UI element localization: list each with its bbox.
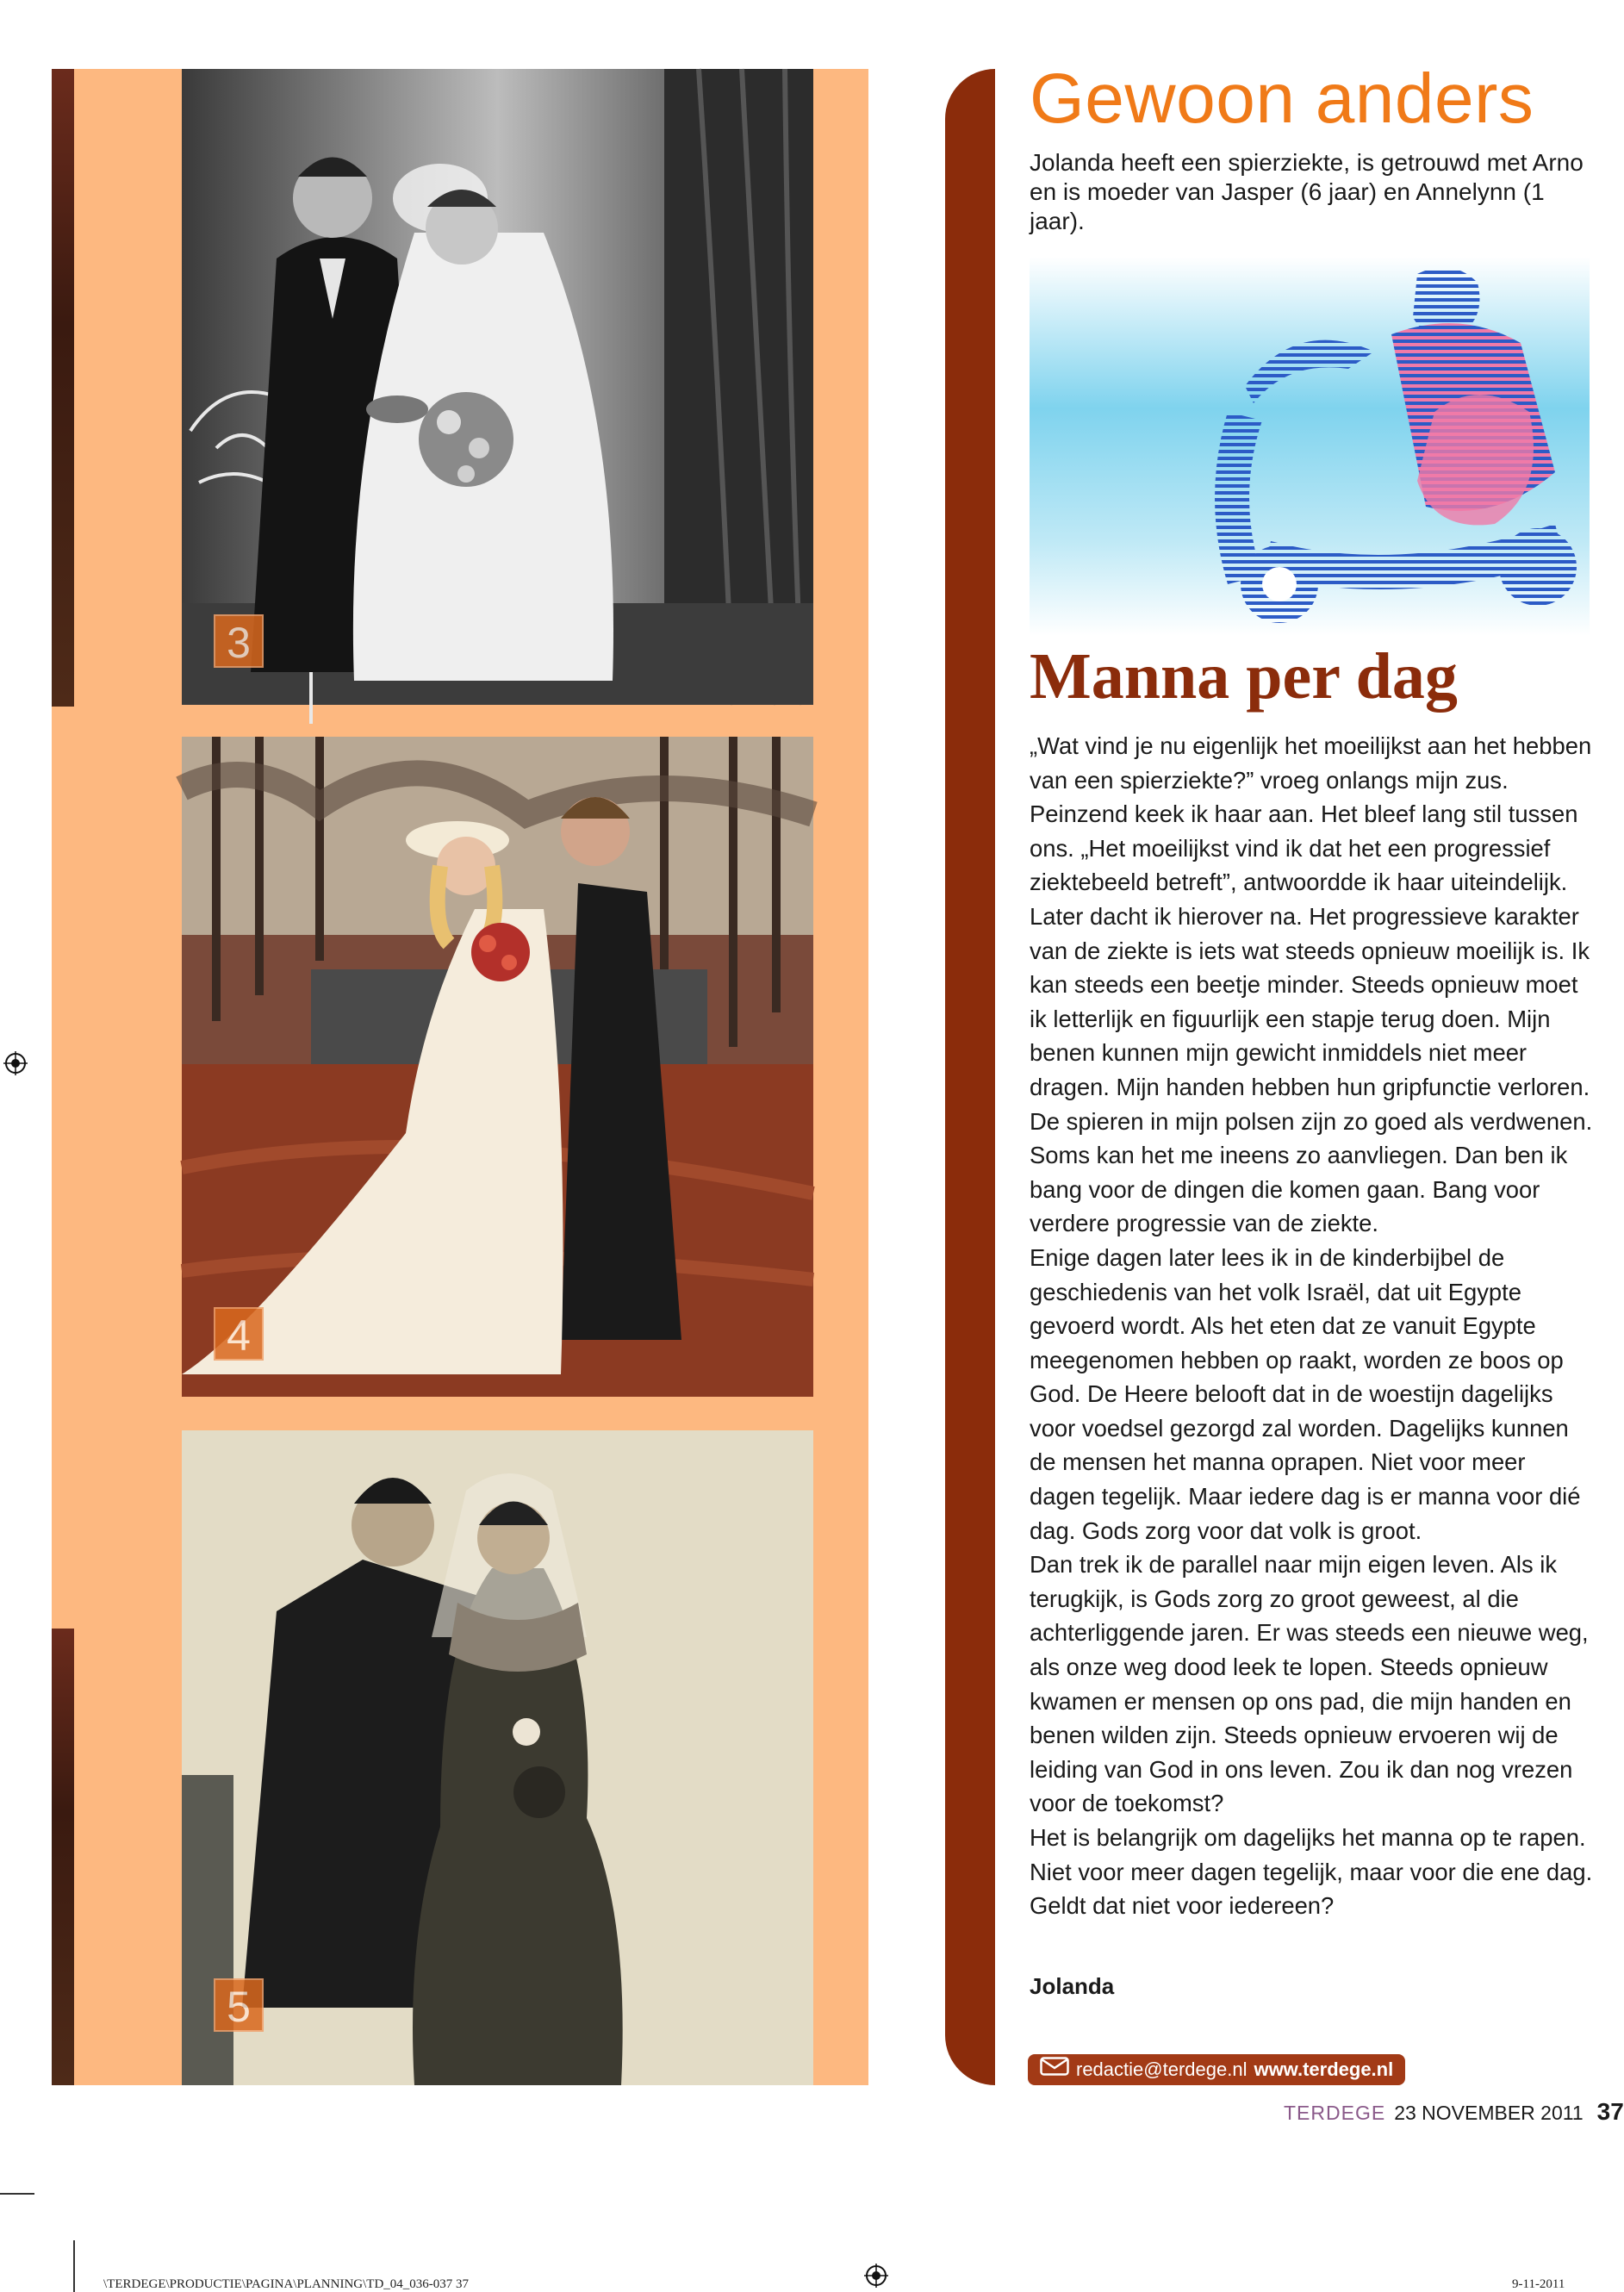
wedding-photo-5 [182,1430,813,2085]
section-title: Gewoon anders [1030,59,1534,138]
contact-email-link[interactable]: redactie@terdege.nl [1076,2058,1248,2080]
envelope-icon [1040,2054,1069,2085]
photo-number-5: 5 [214,1978,264,2032]
photo-number-4: 4 [214,1307,264,1361]
registration-mark-icon [864,2264,888,2288]
registration-mark-icon [3,1051,28,1075]
column-title: Manna per dag [1030,640,1458,713]
crop-mark [0,2193,34,2195]
page-number: 37 [1596,2098,1624,2125]
author-signature: Jolanda [1030,1973,1115,1999]
print-slug-path: \TERDEGE\PRODUCTIE\PAGINA\PLANNING\TD_04_036-037 37 [103,2277,470,2291]
footer-date: 23 NOVEMBER 2011 [1394,2102,1584,2124]
scooter-illustration [1030,257,1590,636]
photo-number-3: 3 [214,614,264,668]
footer-brand: TERDEGE [1284,2102,1386,2124]
edge-photo-bottom [52,1629,74,2085]
print-slug-date: 9-11-2011 [1512,2277,1565,2291]
wedding-photo-3 [182,69,813,705]
page-footer [1284,2098,1624,2126]
edge-photo-top [52,69,74,707]
accent-bar [945,69,995,2085]
contact-web-link[interactable]: www.terdege.nl [1254,2058,1394,2080]
intro-text: Jolanda heeft een spierziekte, is getrouwd met Arno en is moeder van Jasper (6 jaar) en Annelynn (1 jaar). [1030,149,1584,234]
wedding-photo-4 [182,737,813,1397]
column-body: „Wat vind je nu eigenlijk het moeilijkst aan het hebben van een spierziekte?” vroeg onlangs mijn zus. Peinzend keek ik haar aan. Het bleef lang stil tussen ons. „Het moeilijkst vind ik dat het een progressief ziektebeeld betreft”, antwoordde ik haar uiteindelijk. Later dacht ik hierover na. Het progressieve karakter van de ziekte is iets wat steeds opnieuw moeilijk is. Ik kan steeds een beetje minder. Steeds opnieuw moet ik letterlijk en figuurlijk een stapje terug doen. Mijn benen kunnen mijn gewicht inmiddels niet meer dragen. Mijn handen hebben hun gripfunctie verloren. De spieren in mijn polsen zijn zo goed als verdwenen. Soms kan het me ineens zo aanvliegen. Dan ben ik bang voor de dingen die komen gaan. Bang voor verdere progressie van de ziekte. Enige dagen later lees ik in de kinderbijbel de geschiedenis van het volk Israël, dat uit Egypte gevoerd wordt. Als het eten dat ze vanuit Egypte meegenomen hebben op raakt, worden ze boos op God. De Heere belooft dat in de woestijn dagelijks voor voedsel gezorgd zal worden. Dagelijks kunnen de mensen het manna oprapen. Niet voor meer dagen tegelijk. Maar iedere dag is er manna voor dié dag. Gods zorg voor dat volk is groot. Dan trek ik de parallel naar mijn eigen leven. Als ik terugkijk, is Gods zorg zo groot geweest, al die achterliggende jaren. Er was steeds een nieuwe weg, als onze weg dood leek te lopen. Steeds opnieuw kwamen er mensen op ons pad, die mijn handen en benen wilden zijn. Steeds opnieuw ervoeren wij de leiding van God in ons leven. Zou ik dan nog vrezen voor de toekomst? Het is belangrijk om dagelijks het manna op te rapen. Niet voor meer dagen tegelijk, maar voor die ene dag. Geldt dat niet voor iedereen? [1030,732,1593,1920]
crop-mark [73,2240,75,2292]
contact-banner [1028,2054,1405,2085]
